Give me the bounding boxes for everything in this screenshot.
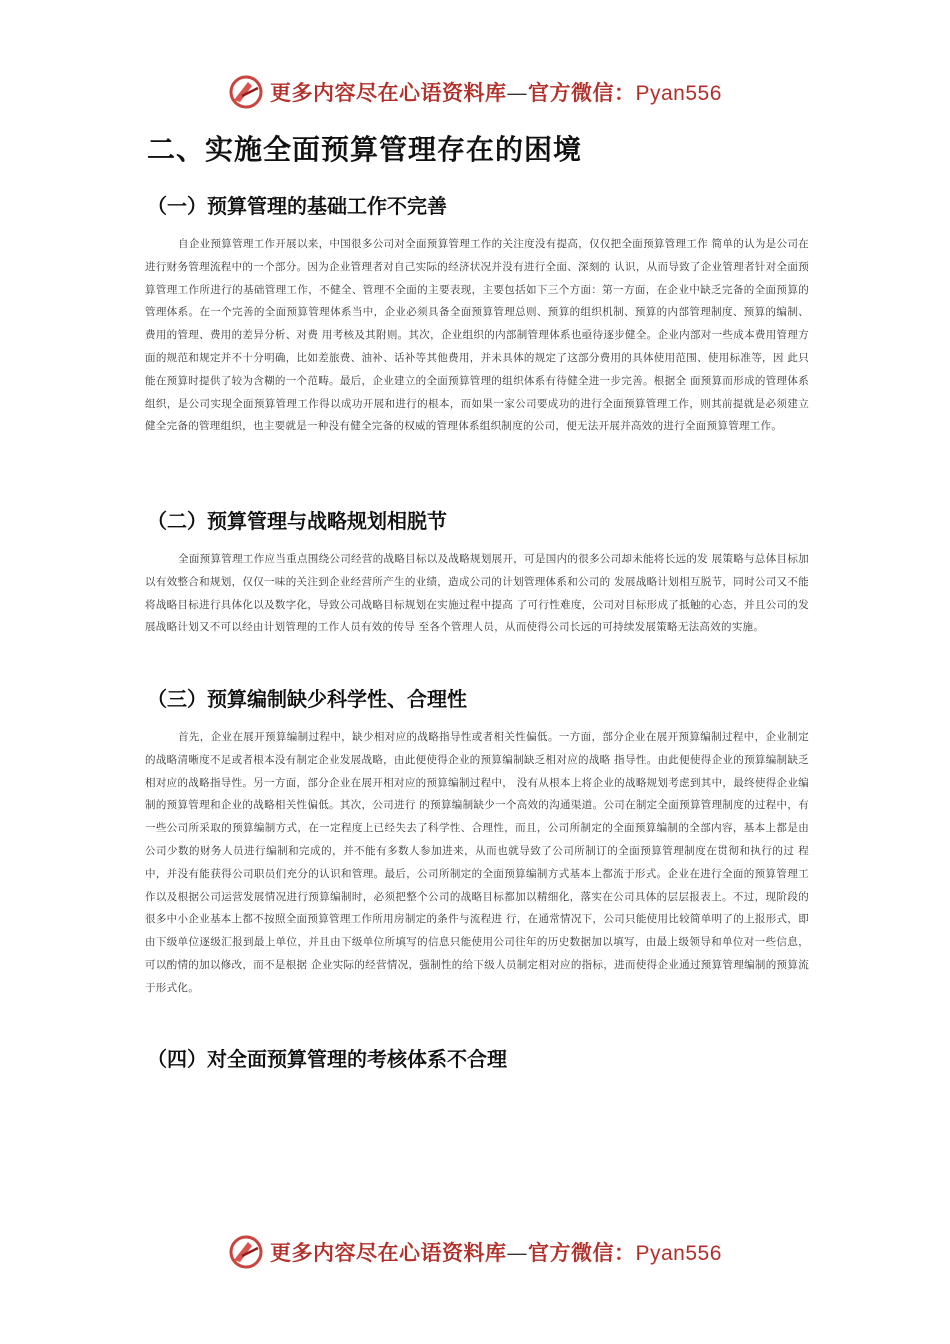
section-heading-4: （四）对全面预算管理的考核体系不合理 [147,1047,507,1071]
page-title: 二、实施全面预算管理存在的困境 [147,133,583,166]
section-heading-3: （三）预算编制缺少科学性、合理性 [147,687,467,711]
watermark-text: 更多内容尽在心语资料库—官方微信：Pyan556 [270,80,722,105]
watermark-logo-icon [228,74,264,110]
watermark-logo-icon [228,1234,264,1270]
section-body-1: 自企业预算管理工作开展以来，中国很多公司对全面预算管理工作的关注度没有提高，仅仅把全面预算管理工作 简单的认为是公司在进行财务管理流程中的一个部分。因为企业管理者对自己实际的经济状况并没有进行全面、深刻的 认识，从而导致了企业管理者针对全面预算管理工作所进行的基础管理工作，不健全、管理不全面的主要表现，主要包括如下三个方面：第一方面，在企业中缺乏完备的全面预算的管理体系。在一个完善的全面预算管理体系当中，企业必须具备全面预算管理总则、预算的组织机制、预算的内部管理制度、预算的编制、费用的管理、费用的差异分析、对费 用考核及其附则。其次，企业组织的内部制管理体系也亟待逐步健全。企业内部对一些成本费用管理方面的规范和规定并不十分明确，比如差旅费、油补、话补等其他费用，并未具体的规定了这部分费用的具体使用范围、使用标准等，因 此只能在预算时提供了较为含糊的一个范畴。最后，企业建立的全面预算管理的组织体系有待健全进一步完善。根据全 面预算而形成的管理体系组织，是公司实现全面预算管理工作得以成功开展和进行的根本，而如果一家公司要成功的进行全面预算管理工作，则其前提就是必须建立健全完备的管理组织，也主要就是一种没有健全完备的权威的管理体系组织制度的公司，便无法开展并高效的进行全面预算管理工作。 [145,238,809,433]
watermark-text: 更多内容尽在心语资料库—官方微信：Pyan556 [270,1240,722,1265]
section-body-2: 全面预算管理工作应当重点围绕公司经营的战略目标以及战略规划展开，可是国内的很多公司却未能将长远的发 展策略与总体目标加以有效整合和规划，仅仅一味的关注到企业经营所产生的业绩，造成公司的计划管理体系和公司的 发展战略计划相互脱节，同时公司又不能将战略目标进行具体化以及数字化，导致公司战略目标规划在实施过程中提高 了可行性难度，公司对目标形成了抵触的心态，并且公司的发展战略计划又不可以经由计划管理的工作人员有效的传导 至各个管理人员，从而使得公司长远的可持续发展策略无法高效的实施。 [145,553,809,634]
watermark-banner-bottom [228,1232,728,1272]
section-heading-2: （二）预算管理与战略规划相脱节 [147,509,447,533]
section-body-3: 首先，企业在展开预算编制过程中，缺少相对应的战略指导性或者相关性偏低。一方面，部分企业在展开预算编制过程中，企业制定的战略清晰度不足或者根本没有制定企业发展战略，由此便使得企业的预算编制缺乏相对应的战略 指导性。由此便使得企业的预算编制缺乏相对应的战略指导性。另一方面，部分企业在展开相对应的预算编制过程中， 没有从根本上将企业的战略规划考虑到其中，最终使得企业编制的预算管理和企业的战略相关性偏低。其次，公司进行 的预算编制缺少一个高效的沟通渠道。公司在制定全面预算管理制度的过程中，有一些公司所采取的预算编制方式，在一定程度上已经失去了科学性、合理性，而且，公司所制定的全面预算编制的全部内容，基本上都是由公司少数的财务人员进行编制和完成的，并不能有多数人参加进来，从而也就导致了公司所制订的全面预算管理制度在贯彻和执行的过 程中，并没有能获得公司职员们充分的认识和管理。最后，公司所制定的全面预算编制方式基本上都流于形式。企业在进行全面的预算管理工作以及根据公司运营发展情况进行预算编制时，必须把整个公司的战略目标都加以精细化，落实在公司具体的层层报表上。不过，现阶段的很多中小企业基本上都不按照全面预算管理工作所用房制定的条件与流程进 行，在通常情况下，公司只能使用比较简单明了的上报形式，即由下级单位逐级汇报到最上单位，并且由下级单位所填写的信息只能使用公司往年的历史数据加以填写，由最上级领导和单位对一些信息，可以酌情的加以修改，而不是根据 企业实际的经营情况，强制性的给下级人员制定相对应的指标，进而使得企业通过预算管理编制的预算流于形式化。 [145,731,809,994]
watermark-banner-top [228,72,728,112]
section-heading-1: （一）预算管理的基础工作不完善 [147,194,447,218]
